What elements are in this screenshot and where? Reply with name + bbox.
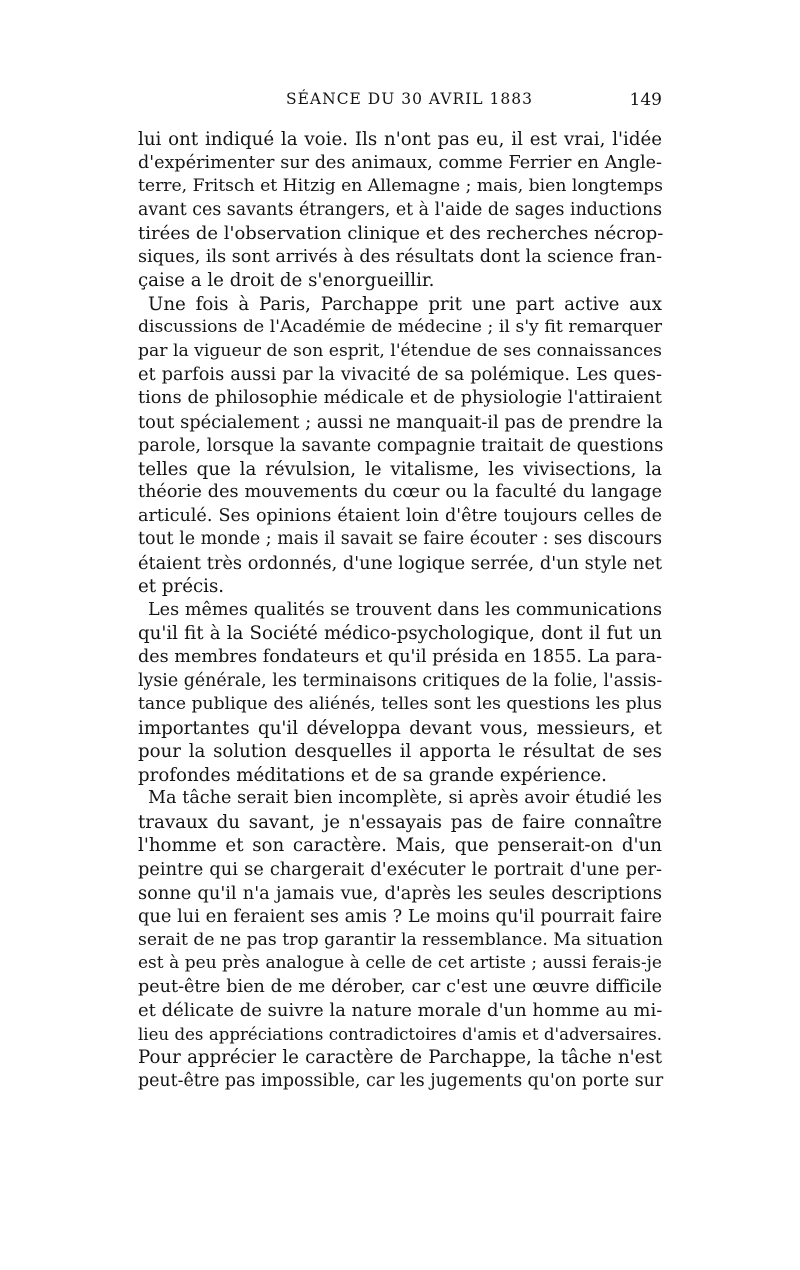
text-line: l'homme et son caractère. Mais, que penserait-on d'un xyxy=(138,835,662,857)
text-line: et délicate de suivre la nature morale d'un homme au mi- xyxy=(138,1000,663,1022)
text-line: est à peu près analogue à celle de cet artiste ; aussi ferais-je xyxy=(138,953,662,974)
text-line: avant ces savants étrangers, et à l'aide de sages inductions xyxy=(138,199,662,220)
text-line: que lui en feraient ses amis ? Le moins qu'il pourrait faire xyxy=(138,906,662,928)
text-line: étaient très ordonnés, d'une logique serrée, d'un style net xyxy=(138,552,662,574)
page-number: 149 xyxy=(629,90,662,110)
text-line: tirées de l'observation clinique et des recherches nécrop- xyxy=(138,223,664,245)
header-title: SÉANCE DU 30 AVRIL 1883 xyxy=(286,90,533,108)
text-line: siques, ils sont arrivés à des résultats dont la science fran- xyxy=(138,246,663,267)
text-line: Pour apprécier le caractère de Parchappe, la tâche n'est xyxy=(138,1047,662,1069)
text-line: Ma tâche serait bien incomplète, si après avoir étudié les xyxy=(148,788,662,809)
text-line: qu'il fit à la Société médico-psychologique, dont il fut un xyxy=(138,623,662,645)
text-line: peintre qui se chargerait d'exécuter le portrait d'une per- xyxy=(138,858,662,880)
text-line: telles que la révulsion, le vitalisme, les vivisections, la xyxy=(138,458,662,480)
running-header xyxy=(138,90,662,114)
text-line: profondes méditations et de sa grande expérience. xyxy=(138,764,607,786)
text-line: tout spécialement ; aussi ne manquait-il pas de prendre la xyxy=(138,411,663,433)
text-line: serait de ne pas trop garantir la ressemblance. Ma situation xyxy=(138,929,663,950)
text-line: des membres fondateurs et qu'il présida en 1855. La para- xyxy=(138,647,662,668)
text-line: sonne qu'il n'a jamais vue, d'après les seules descriptions xyxy=(138,882,662,904)
text-line: tance publique des aliénés, telles sont les questions les plus xyxy=(138,694,662,715)
text-line: terre, Fritsch et Hitzig en Allemagne ; mais, bien longtemps xyxy=(138,176,663,197)
text-line: pour la solution desquelles il apporta le résultat de ses xyxy=(138,741,662,763)
text-line: lieu des appréciations contradictoires d'amis et d'adversaires. xyxy=(138,1024,662,1044)
text-line: tions de philosophie médicale et de physiologie l'attiraient xyxy=(138,388,662,409)
text-line: lysie générale, les terminaisons critiques de la folie, l'assis- xyxy=(138,670,663,691)
text-line: travaux du savant, je n'essayais pas de faire connaître xyxy=(138,811,662,833)
text-line: et précis. xyxy=(138,576,225,598)
text-line: tout le monde ; mais il savait se faire écouter : ses discours xyxy=(138,529,662,550)
text-line: d'expérimenter sur des animaux, comme Ferrier en Angle- xyxy=(138,152,662,173)
text-line: parole, lorsque la savante compagnie traitait de questions xyxy=(138,435,664,457)
body-text xyxy=(138,128,662,1093)
text-line: Une fois à Paris, Parchappe prit une part active aux xyxy=(148,293,662,315)
text-line: par la vigueur de son esprit, l'étendue de ses connaissances xyxy=(138,340,662,361)
text-line: et parfois aussi par la vivacité de sa polémique. Les ques- xyxy=(138,364,662,386)
text-line: articulé. Ses opinions étaient loin d'être toujours celles de xyxy=(138,505,662,526)
text-line: théorie des mouvements du cœur ou la faculté du langage xyxy=(138,482,662,503)
text-line: Les mêmes qualités se trouvent dans les communications xyxy=(148,599,662,620)
text-line: peut-être bien de me dérober, car c'est une œuvre difficile xyxy=(138,976,662,997)
text-line: peut-être pas impossible, car les jugements qu'on porte sur xyxy=(138,1070,664,1091)
text-line: discussions de l'Académie de médecine ; il s'y fit remarquer xyxy=(138,317,662,338)
text-line: lui ont indiqué la voie. Ils n'ont pas eu, il est vrai, l'idée xyxy=(138,129,662,150)
text-line: çaise a le droit de s'enorgueillir. xyxy=(138,270,435,292)
text-line: importantes qu'il développa devant vous, messieurs, et xyxy=(138,717,662,739)
